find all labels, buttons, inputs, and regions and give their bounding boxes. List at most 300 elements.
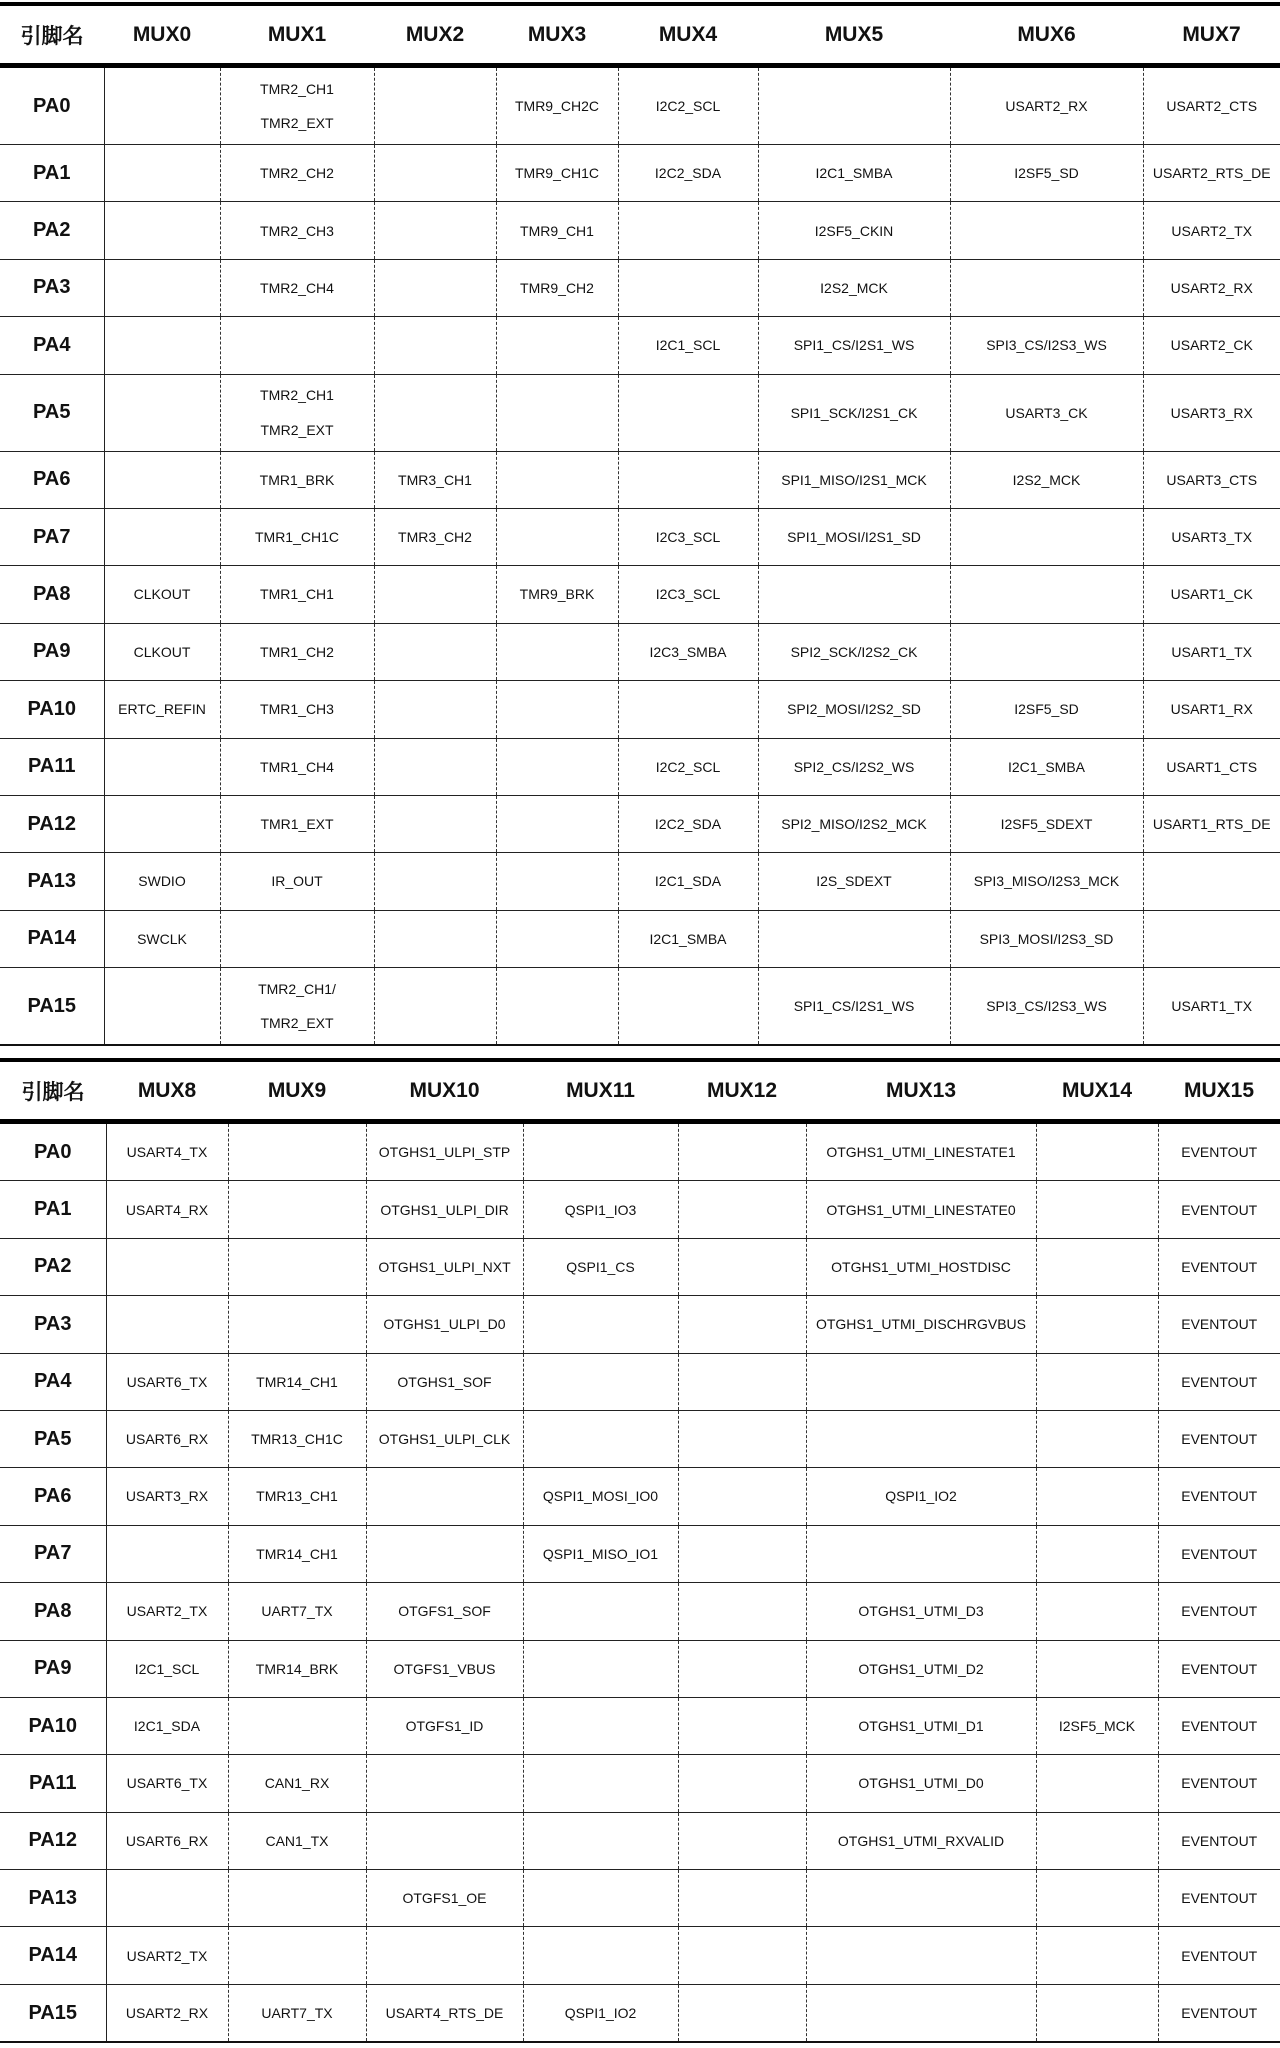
function-cell [374,738,496,795]
function-cell [618,968,758,1046]
function-cell: SWCLK [104,910,220,967]
function-cell: I2SF5_MCK [1036,1697,1158,1754]
function-cell [228,1122,366,1181]
function-cell: I2C1_SCL [618,317,758,374]
table2-body [0,1122,1280,2043]
mux-header: MUX2 [374,4,496,66]
table-row [0,566,1280,623]
function-cell: UART7_TX [228,1984,366,2042]
function-cell: SPI3_MISO/I2S3_MCK [950,853,1143,910]
function-cell: QSPI1_IO2 [806,1468,1036,1525]
table-row [0,1697,1280,1754]
function-cell: I2C2_SCL [618,738,758,795]
function-cell [758,66,950,145]
function-cell [106,1296,228,1353]
table-row [0,317,1280,374]
mux-header: MUX13 [806,1060,1036,1122]
mux-header: MUX6 [950,4,1143,66]
function-cell: USART1_RTS_DE [1143,795,1280,852]
function-cell [496,853,618,910]
function-cell [374,853,496,910]
table-row [0,1468,1280,1525]
function-cell [1036,1755,1158,1812]
function-cell: OTGHS1_UTMI_RXVALID [806,1812,1036,1869]
function-cell [228,1927,366,1984]
table-row [0,66,1280,145]
pin-name-cell: PA6 [0,1468,106,1525]
function-cell: SPI2_SCK/I2S2_CK [758,623,950,680]
function-cell: USART1_CK [1143,566,1280,623]
function-cell [496,910,618,967]
table-row [0,1181,1280,1238]
function-cell [366,1525,523,1582]
function-cell: I2SF5_SD [950,145,1143,202]
function-cell: OTGHS1_UTMI_D1 [806,1697,1036,1754]
function-cell: OTGHS1_UTMI_HOSTDISC [806,1238,1036,1295]
table-row [0,1238,1280,1295]
function-cell: USART6_RX [106,1812,228,1869]
function-cell: I2C2_SDA [618,795,758,852]
pin-name-cell: PA9 [0,623,104,680]
function-cell: OTGHS1_ULPI_D0 [366,1296,523,1353]
function-cell: USART3_RX [106,1468,228,1525]
function-cell: USART6_RX [106,1410,228,1467]
pin-name-cell: PA12 [0,1812,106,1869]
function-cell [496,451,618,508]
function-cell: I2C3_SCL [618,566,758,623]
function-cell [678,1812,806,1869]
function-cell [104,202,220,259]
function-cell: SPI1_MOSI/I2S1_SD [758,508,950,565]
function-cell [220,66,374,145]
function-line: TMR2_EXT [260,1015,334,1032]
function-cell [618,259,758,316]
pin-name-cell: PA8 [0,566,104,623]
function-cell [523,1410,678,1467]
function-cell [1036,1525,1158,1582]
function-cell [678,1583,806,1640]
function-cell: OTGHS1_ULPI_STP [366,1122,523,1181]
function-cell [950,259,1143,316]
table-row [0,623,1280,680]
table-row [0,853,1280,910]
function-cell: USART2_RX [106,1984,228,2042]
function-cell [374,66,496,145]
function-line: TMR2_EXT [260,115,334,131]
function-cell: I2S2_MCK [758,259,950,316]
function-cell [523,1353,678,1410]
table-row [0,1812,1280,1869]
function-cell [496,374,618,451]
function-cell [678,1181,806,1238]
table-row [0,1755,1280,1812]
function-cell: SPI1_MISO/I2S1_MCK [758,451,950,508]
function-cell: OTGFS1_VBUS [366,1640,523,1697]
pin-name-cell: PA0 [0,66,104,145]
pin-name-cell: PA10 [0,1697,106,1754]
function-cell [678,1238,806,1295]
function-cell [806,1927,1036,1984]
function-cell [374,259,496,316]
function-cell: USART2_RX [950,66,1143,145]
pin-name-cell: PA1 [0,1181,106,1238]
function-cell: SPI1_SCK/I2S1_CK [758,374,950,451]
function-cell: OTGHS1_ULPI_CLK [366,1410,523,1467]
function-cell: USART2_RX [1143,259,1280,316]
function-cell: USART2_RTS_DE [1143,145,1280,202]
function-cell [374,566,496,623]
function-cell: I2C1_SCL [106,1640,228,1697]
mux-header: MUX8 [106,1060,228,1122]
table-row [0,795,1280,852]
mux-header: MUX11 [523,1060,678,1122]
function-cell: IR_OUT [220,853,374,910]
mux-header: MUX5 [758,4,950,66]
function-cell [104,145,220,202]
pin-name-cell: PA13 [0,1870,106,1927]
function-cell [1036,1181,1158,1238]
function-cell: TMR1_CH3 [220,681,374,738]
function-cell [678,1122,806,1181]
function-cell [374,968,496,1046]
function-cell [228,1870,366,1927]
function-cell: CLKOUT [104,566,220,623]
function-cell: SPI1_CS/I2S1_WS [758,317,950,374]
function-cell [374,910,496,967]
function-cell: TMR2_CH3 [220,202,374,259]
table-row [0,681,1280,738]
function-cell: SPI3_CS/I2S3_WS [950,968,1143,1046]
function-cell [950,566,1143,623]
function-cell [104,317,220,374]
function-cell [806,1353,1036,1410]
function-cell [220,374,374,451]
function-cell: I2SF5_SD [950,681,1143,738]
function-cell: OTGHS1_ULPI_NXT [366,1238,523,1295]
pin-name-cell: PA3 [0,259,104,316]
function-cell [678,1525,806,1582]
function-cell [228,1697,366,1754]
function-cell: I2C1_SDA [618,853,758,910]
pin-name-cell: PA11 [0,1755,106,1812]
function-cell: I2C1_SMBA [758,145,950,202]
function-cell: EVENTOUT [1158,1640,1280,1697]
table-row [0,508,1280,565]
function-cell [366,1927,523,1984]
function-cell: QSPI1_MOSI_IO0 [523,1468,678,1525]
function-cell [1036,1870,1158,1927]
function-cell [678,1697,806,1754]
function-cell [220,968,374,1046]
function-cell: USART3_RX [1143,374,1280,451]
pin-name-cell: PA9 [0,1640,106,1697]
table-row [0,374,1280,451]
function-cell: TMR2_CH2 [220,145,374,202]
function-cell: I2SF5_SDEXT [950,795,1143,852]
table-row [0,1640,1280,1697]
function-cell: I2C3_SCL [618,508,758,565]
function-cell [106,1525,228,1582]
function-cell: QSPI1_IO2 [523,1984,678,2042]
pin-name-cell: PA0 [0,1122,106,1181]
table-row [0,1984,1280,2042]
function-cell: I2C3_SMBA [618,623,758,680]
function-cell [1143,910,1280,967]
table1-header-row [0,4,1280,66]
function-cell: QSPI1_MISO_IO1 [523,1525,678,1582]
function-cell: OTGHS1_UTMI_LINESTATE1 [806,1122,1036,1181]
function-cell [950,623,1143,680]
mux-header: MUX14 [1036,1060,1158,1122]
function-cell: SPI2_CS/I2S2_WS [758,738,950,795]
pin-name-cell: PA2 [0,1238,106,1295]
function-cell: EVENTOUT [1158,1238,1280,1295]
function-cell: TMR13_CH1C [228,1410,366,1467]
function-cell [523,1870,678,1927]
function-cell [523,1697,678,1754]
function-cell: EVENTOUT [1158,1181,1280,1238]
function-cell [523,1755,678,1812]
function-cell [678,1296,806,1353]
function-cell [374,317,496,374]
pin-name-cell: PA2 [0,202,104,259]
function-cell [496,317,618,374]
function-cell: USART1_TX [1143,968,1280,1046]
function-cell [1036,1238,1158,1295]
function-cell [1036,1353,1158,1410]
function-cell: I2C2_SDA [618,145,758,202]
function-cell: EVENTOUT [1158,1927,1280,1984]
alternate-function-table-mux8-15 [0,1058,1280,2043]
function-cell: USART3_CK [950,374,1143,451]
function-cell [618,202,758,259]
pin-name-cell: PA7 [0,508,104,565]
function-cell: TMR13_CH1 [228,1468,366,1525]
table-row [0,1296,1280,1353]
function-cell [366,1755,523,1812]
function-cell: USART4_RTS_DE [366,1984,523,2042]
function-cell [523,1640,678,1697]
function-cell [1036,1812,1158,1869]
function-cell: ERTC_REFIN [104,681,220,738]
function-cell [374,623,496,680]
function-cell [1036,1410,1158,1467]
function-cell: CLKOUT [104,623,220,680]
function-cell: EVENTOUT [1158,1468,1280,1525]
function-cell: EVENTOUT [1158,1812,1280,1869]
table-row [0,1525,1280,1582]
function-cell [106,1238,228,1295]
table1-body [0,66,1280,1046]
function-cell [1036,1583,1158,1640]
function-cell [220,910,374,967]
function-cell [618,451,758,508]
pin-name-cell: PA14 [0,910,104,967]
function-cell: USART2_TX [1143,202,1280,259]
table-row [0,202,1280,259]
pin-name-cell: PA8 [0,1583,106,1640]
function-cell [806,1870,1036,1927]
function-cell [374,681,496,738]
function-cell [104,374,220,451]
function-cell: OTGHS1_UTMI_D0 [806,1755,1036,1812]
function-cell [228,1238,366,1295]
function-cell: USART4_TX [106,1122,228,1181]
function-cell: TMR9_CH1C [496,145,618,202]
function-cell: USART1_CTS [1143,738,1280,795]
function-cell [228,1296,366,1353]
function-cell [1036,1296,1158,1353]
table-row [0,1870,1280,1927]
function-cell: OTGHS1_UTMI_DISCHRGVBUS [806,1296,1036,1353]
function-cell [104,508,220,565]
function-cell [1036,1468,1158,1525]
function-cell: QSPI1_IO3 [523,1181,678,1238]
function-cell: TMR14_BRK [228,1640,366,1697]
function-cell [523,1927,678,1984]
function-cell: EVENTOUT [1158,1525,1280,1582]
function-cell: SPI3_CS/I2S3_WS [950,317,1143,374]
pin-name-cell: PA11 [0,738,104,795]
function-cell: TMR1_CH1 [220,566,374,623]
function-cell: I2C1_SMBA [618,910,758,967]
function-cell [1036,1640,1158,1697]
pin-name-header: 引脚名 [0,1060,106,1122]
function-cell [104,738,220,795]
table-row [0,968,1280,1046]
function-cell [678,1755,806,1812]
function-cell [758,566,950,623]
function-cell [1036,1927,1158,1984]
mux-header: MUX10 [366,1060,523,1122]
function-cell [496,681,618,738]
function-cell: EVENTOUT [1158,1410,1280,1467]
function-cell [950,508,1143,565]
function-cell: EVENTOUT [1158,1984,1280,2042]
function-cell [678,1984,806,2042]
function-cell: EVENTOUT [1158,1697,1280,1754]
function-cell [496,738,618,795]
function-cell: USART2_CTS [1143,66,1280,145]
function-cell: OTGHS1_UTMI_LINESTATE0 [806,1181,1036,1238]
function-cell: TMR1_CH1C [220,508,374,565]
function-cell: TMR1_EXT [220,795,374,852]
function-cell [496,968,618,1046]
function-cell: UART7_TX [228,1583,366,1640]
function-cell [806,1410,1036,1467]
function-cell [104,66,220,145]
function-cell [104,968,220,1046]
function-cell: TMR1_CH2 [220,623,374,680]
function-line: TMR2_CH1 [260,80,334,97]
function-cell: EVENTOUT [1158,1122,1280,1181]
function-cell [1143,853,1280,910]
function-cell: QSPI1_CS [523,1238,678,1295]
table-row [0,1583,1280,1640]
function-cell: CAN1_RX [228,1755,366,1812]
function-cell [678,1870,806,1927]
function-cell [678,1410,806,1467]
table-row [0,910,1280,967]
function-cell [104,259,220,316]
function-cell [950,202,1143,259]
function-cell [678,1468,806,1525]
table2-header-row [0,1060,1280,1122]
function-cell: SWDIO [104,853,220,910]
function-cell: SPI2_MISO/I2S2_MCK [758,795,950,852]
function-cell: I2S_SDEXT [758,853,950,910]
function-cell: OTGFS1_ID [366,1697,523,1754]
function-cell: SPI3_MOSI/I2S3_SD [950,910,1143,967]
function-cell [104,795,220,852]
function-cell: USART1_TX [1143,623,1280,680]
function-cell: TMR9_BRK [496,566,618,623]
pin-name-cell: PA4 [0,317,104,374]
pin-name-cell: PA3 [0,1296,106,1353]
function-cell [220,317,374,374]
function-cell: EVENTOUT [1158,1583,1280,1640]
function-cell: USART6_TX [106,1755,228,1812]
function-cell [1036,1984,1158,2042]
pin-name-cell: PA14 [0,1927,106,1984]
function-cell: EVENTOUT [1158,1296,1280,1353]
function-cell [523,1296,678,1353]
function-cell: USART2_CK [1143,317,1280,374]
function-cell: EVENTOUT [1158,1755,1280,1812]
function-cell [496,508,618,565]
function-cell: TMR1_CH4 [220,738,374,795]
function-cell: TMR9_CH2C [496,66,618,145]
function-cell [374,202,496,259]
function-cell: EVENTOUT [1158,1870,1280,1927]
pin-name-cell: PA4 [0,1353,106,1410]
function-cell [618,374,758,451]
function-cell [806,1984,1036,2042]
table-row [0,451,1280,508]
pin-name-cell: PA6 [0,451,104,508]
function-cell: USART6_TX [106,1353,228,1410]
pin-name-header: 引脚名 [0,4,104,66]
mux-header: MUX15 [1158,1060,1280,1122]
pin-name-cell: PA13 [0,853,104,910]
pin-name-cell: PA5 [0,374,104,451]
function-cell: EVENTOUT [1158,1353,1280,1410]
mux-header: MUX1 [220,4,374,66]
function-cell: OTGHS1_UTMI_D3 [806,1583,1036,1640]
function-cell: TMR3_CH2 [374,508,496,565]
function-cell: TMR14_CH1 [228,1353,366,1410]
pin-name-cell: PA5 [0,1410,106,1467]
function-cell: OTGHS1_SOF [366,1353,523,1410]
function-cell [374,145,496,202]
table-row [0,145,1280,202]
function-cell [496,795,618,852]
pin-name-cell: PA12 [0,795,104,852]
mux-header: MUX4 [618,4,758,66]
function-cell: TMR9_CH2 [496,259,618,316]
function-cell [366,1468,523,1525]
function-cell: SPI2_MOSI/I2S2_SD [758,681,950,738]
function-cell: USART3_TX [1143,508,1280,565]
function-cell: I2S2_MCK [950,451,1143,508]
function-cell: OTGFS1_SOF [366,1583,523,1640]
function-cell [678,1353,806,1410]
function-cell: OTGFS1_OE [366,1870,523,1927]
function-cell: I2SF5_CKIN [758,202,950,259]
mux-header: MUX7 [1143,4,1280,66]
function-cell: TMR14_CH1 [228,1525,366,1582]
function-cell: SPI1_CS/I2S1_WS [758,968,950,1046]
